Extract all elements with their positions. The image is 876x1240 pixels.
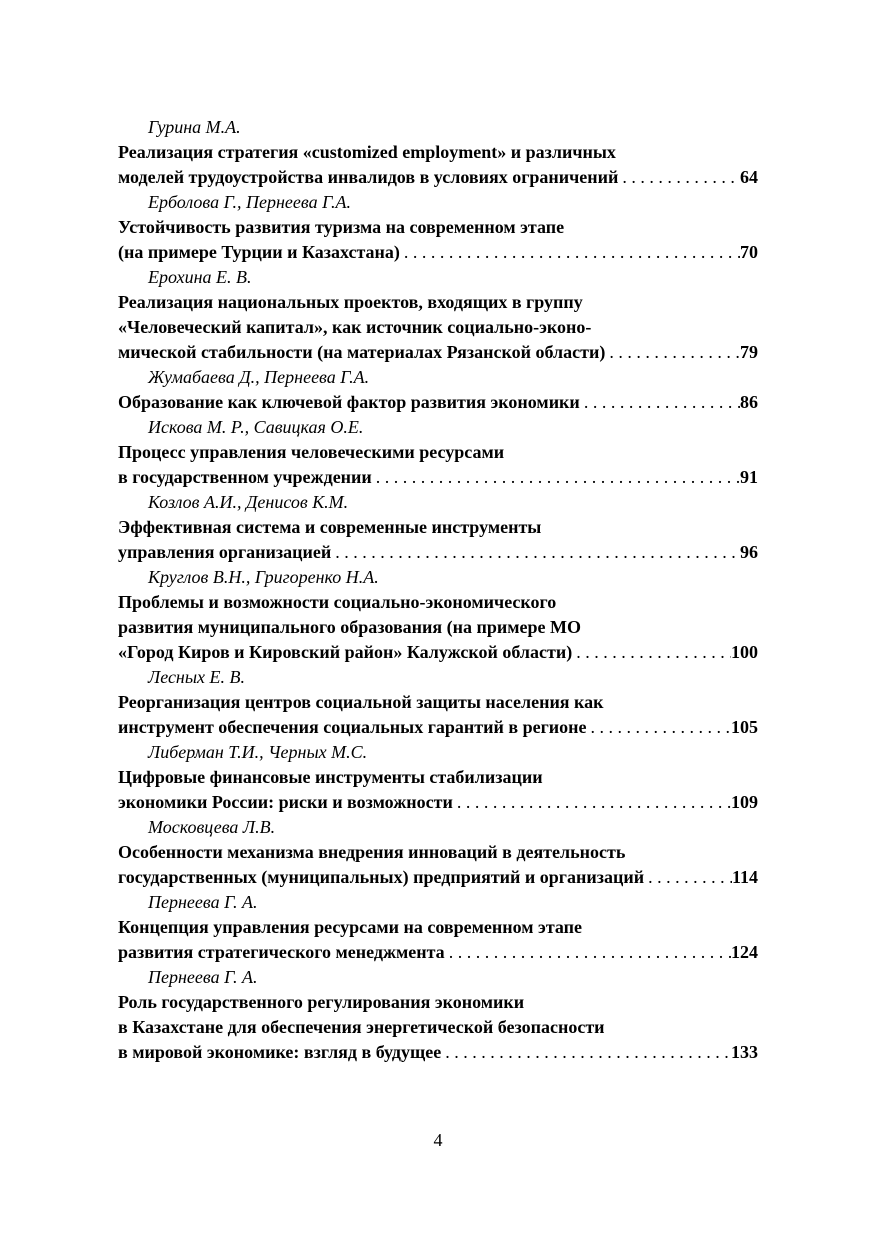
page-number: 4 xyxy=(433,1130,443,1150)
entry-title-last-line xyxy=(118,390,758,415)
entry-page-number: 109 xyxy=(731,792,758,812)
toc-entry xyxy=(118,415,758,490)
entry-author: Московцева Л.В. xyxy=(148,817,276,837)
entry-page-number: 105 xyxy=(731,717,758,737)
entry-title-line: в мировой экономике: взгляд в будущее xyxy=(118,1042,442,1062)
entry-author: Либерман Т.И., Черных М.С. xyxy=(148,742,368,762)
entry-title-last-line xyxy=(118,790,758,815)
entry-title-line: в государственном учреждении xyxy=(118,467,372,487)
entry-title-line: мической стабильности (на материалах Рязанской области) xyxy=(118,342,606,362)
entry-title-line: Роль государственного регулирования экономики xyxy=(118,992,525,1012)
toc-entry xyxy=(118,365,758,415)
toc-entry xyxy=(118,815,758,890)
toc-entry xyxy=(118,665,758,740)
entry-page-number: 70 xyxy=(740,242,758,262)
entry-page-number: 124 xyxy=(731,942,758,962)
dot-leader xyxy=(453,790,731,815)
entry-title-line: Проблемы и возможности социально-экономического xyxy=(118,592,557,612)
entry-title-line: управления организацией xyxy=(118,542,332,562)
entry-title-line: экономики России: риски и возможности xyxy=(118,792,453,812)
entry-author: Круглов В.Н., Григоренко Н.А. xyxy=(148,567,379,587)
entry-title-line: «Город Киров и Кировский район» Калужской области) xyxy=(118,642,573,662)
dot-leader xyxy=(372,465,740,490)
dot-leader xyxy=(644,865,732,890)
entry-title-line: Цифровые финансовые инструменты стабилизации xyxy=(118,767,543,787)
dot-leader xyxy=(445,940,731,965)
toc-entry xyxy=(118,965,758,1065)
entry-title-last-line xyxy=(118,1040,758,1065)
entry-title-line: Реорганизация центров социальной защиты населения как xyxy=(118,692,604,712)
entry-page-number: 91 xyxy=(740,467,758,487)
entry-page-number: 100 xyxy=(731,642,758,662)
entry-title-line: Процесс управления человеческими ресурсами xyxy=(118,442,505,462)
entry-author: Жумабаева Д., Пернеева Г.А. xyxy=(148,367,370,387)
entry-author: Козлов А.И., Денисов К.М. xyxy=(148,492,349,512)
dot-leader xyxy=(331,540,740,565)
entry-title-last-line xyxy=(118,540,758,565)
entry-author: Пернеева Г. А. xyxy=(148,892,258,912)
entry-title-line: Образование как ключевой фактор развития экономики xyxy=(118,392,580,412)
table-of-contents xyxy=(118,115,758,1065)
dot-leader xyxy=(572,640,731,665)
entry-author: Лесных Е. В. xyxy=(148,667,246,687)
toc-entry xyxy=(118,740,758,815)
entry-author: Ерохина Е. В. xyxy=(148,267,252,287)
toc-entry xyxy=(118,565,758,665)
entry-page-number: 114 xyxy=(731,867,758,887)
entry-title-line: Особенности механизма внедрения инноваций в деятельность xyxy=(118,842,626,862)
toc-entry xyxy=(118,115,758,190)
entry-title-line: Эффективная система и современные инструменты xyxy=(118,517,542,537)
entry-title-line: в Казахстане для обеспечения энергетической безопасности xyxy=(118,1017,605,1037)
toc-entry xyxy=(118,490,758,565)
toc-entry xyxy=(118,890,758,965)
entry-title-line: государственных (муниципальных) предприятий и организаций xyxy=(118,867,645,887)
dot-leader xyxy=(400,240,740,265)
entry-page-number: 86 xyxy=(740,392,758,412)
entry-title-last-line xyxy=(118,465,758,490)
entry-title-last-line xyxy=(118,940,758,965)
entry-title-line: развития стратегического менеджмента xyxy=(118,942,445,962)
entry-title-last-line xyxy=(118,165,758,190)
entry-title-line: (на примере Турции и Казахстана) xyxy=(118,242,400,262)
entry-title-line: моделей трудоустройства инвалидов в условиях ограничений xyxy=(118,167,619,187)
entry-author: Пернеева Г. А. xyxy=(148,967,258,987)
entry-page-number: 133 xyxy=(731,1042,758,1062)
dot-leader xyxy=(618,165,740,190)
entry-title-line: Концепция управления ресурсами на современном этапе xyxy=(118,917,583,937)
entry-title-line: инструмент обеспечения социальных гарантий в регионе xyxy=(118,717,587,737)
entry-author: Ерболова Г., Пернеева Г.А. xyxy=(148,192,351,212)
toc-entry xyxy=(118,190,758,265)
entry-title-last-line xyxy=(118,865,758,890)
toc-entry xyxy=(118,265,758,365)
entry-page-number: 79 xyxy=(740,342,758,362)
entry-author: Искова М. Р., Савицкая О.Е. xyxy=(148,417,364,437)
dot-leader xyxy=(586,715,731,740)
entry-page-number: 64 xyxy=(740,167,758,187)
entry-title-last-line xyxy=(118,340,758,365)
dot-leader xyxy=(580,390,740,415)
entry-title-line: Реализация национальных проектов, входящих в группу xyxy=(118,292,583,312)
entry-title-last-line xyxy=(118,640,758,665)
dot-leader xyxy=(605,340,740,365)
dot-leader xyxy=(441,1040,731,1065)
entry-title-line: «Человеческий капитал», как источник социально-эконо- xyxy=(118,317,592,337)
entry-title-last-line xyxy=(118,715,758,740)
entry-title-line: развития муниципального образования (на примере МО xyxy=(118,617,582,637)
entry-title-last-line xyxy=(118,240,758,265)
entry-page-number: 96 xyxy=(740,542,758,562)
entry-author: Гурина М.А. xyxy=(148,117,241,137)
entry-title-line: Реализация стратегия «customized employment» и различных xyxy=(118,142,616,162)
entry-title-line: Устойчивость развития туризма на современном этапе xyxy=(118,217,565,237)
